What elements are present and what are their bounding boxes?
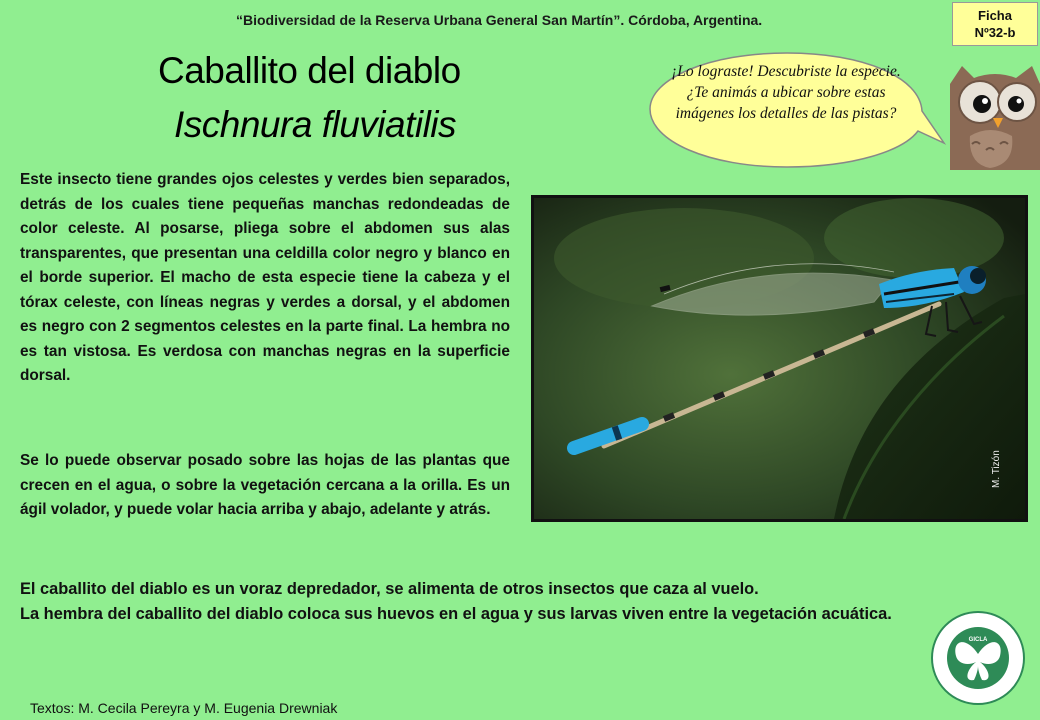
- logo-acronym: GICLA: [968, 637, 988, 643]
- bottom-paragraph-1: El caballito del diablo es un voraz depredador, se alimenta de otros insectos que caza al vuelo.: [20, 580, 759, 598]
- photo-credit: M. Tizón: [991, 450, 1002, 488]
- ficha-number: Nº32-b: [974, 25, 1016, 40]
- damselfly-photo: [531, 195, 1028, 522]
- page-title-scientific-name: Ischnura fluviatilis: [174, 104, 457, 145]
- bottom-paragraph-2: La hembra del caballito del diablo coloca sus huevos en el agua y sus larvas viven entre la vegetación acuática.: [20, 604, 892, 623]
- authors-credit: Textos: M. Cecila Pereyra y M. Eugenia Drewniak: [30, 700, 338, 716]
- series-title: “Biodiversidad de la Reserva Urbana General San Martín”. Córdoba, Argentina.: [236, 12, 763, 28]
- speech-bubble: [648, 51, 926, 169]
- speech-bubble-text: ¡Lo lograste! Descubriste la especie. ¿Te animás a ubicar sobre estas imágenes los detalles de las pistas?: [671, 63, 901, 122]
- bottom-text-block: [20, 577, 940, 626]
- gicla-logo-icon: [930, 610, 1026, 706]
- ficha-badge: [952, 2, 1038, 46]
- description-paragraph-1: Este insecto tiene grandes ojos celestes y verdes bien separados, detrás de los cuales tiene pequeñas manchas redondeadas de color celeste. Al posarse, pliega sobre el abdomen sus alas transparentes, que presentan una celdilla color negro y blanco en el borde superior. El macho de esta especie tiene la cabeza y el tórax celeste, con líneas negras y verdes a dorsal, y el abdomen es negro con 2 segmentos celestes en la parte final. La hembra no es tan vistosa. Es verdosa con manchas negras en la superficie dorsal.: [20, 171, 510, 384]
- description-paragraph-2: Se lo puede observar posado sobre las hojas de las plantas que crecen en el agua, o sobre la vegetación cercana a la orilla. Es un ágil volador, y puede volar hacia arriba y abajo, adelante y atrás.: [20, 452, 510, 518]
- ficha-label: Ficha: [978, 8, 1012, 23]
- owl-mascot-icon: [940, 64, 1040, 170]
- page-title-common-name: Caballito del diablo: [158, 50, 461, 91]
